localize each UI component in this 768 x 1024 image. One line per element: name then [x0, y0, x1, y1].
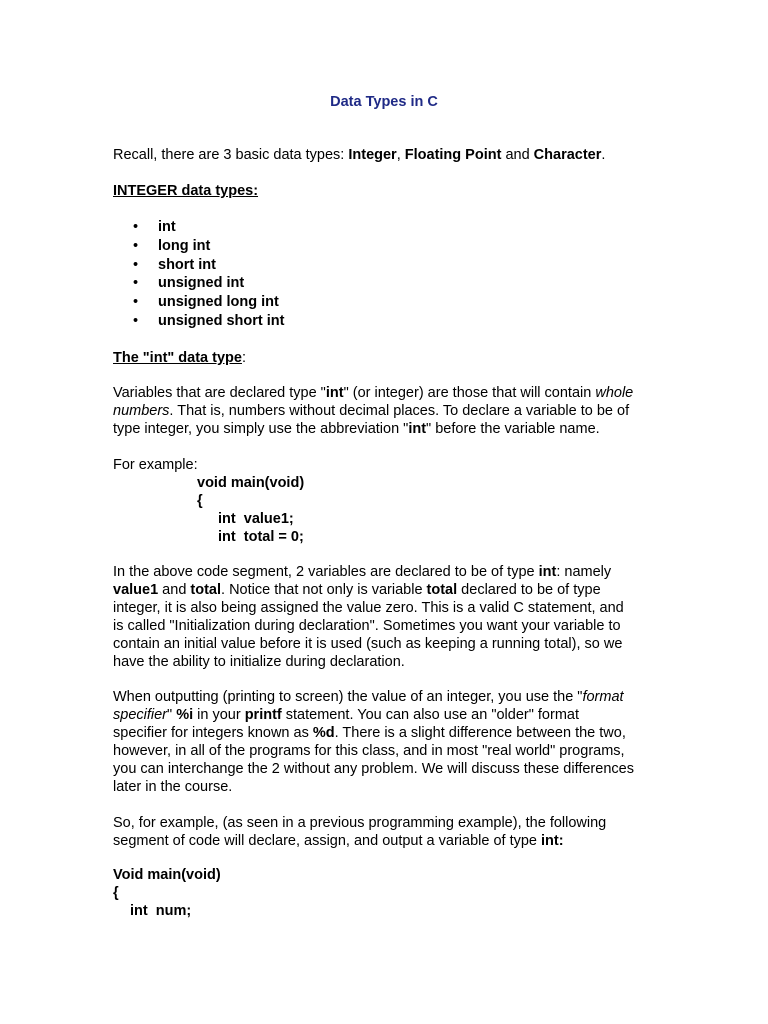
list-item: • unsigned short int — [133, 312, 285, 329]
bullet-icon: • — [133, 312, 139, 329]
list-item: • short int — [133, 256, 216, 273]
code-line: { — [197, 493, 203, 509]
int-description-paragraph: Variables that are declared type "int" (or integer) are those that will contain whole numbers. That is, numbers without decimal places. To declare a variable to be of type integer, you simply use the abbreviation "int" before the variable name. — [113, 385, 634, 437]
integer-heading: INTEGER data types: — [113, 183, 259, 199]
example-intro-paragraph: So, for example, (as seen in a previous programming example), the following segment of code will declare, assign, and output a variable of type int: — [113, 815, 607, 849]
code-line: int num; — [130, 903, 192, 919]
code-line: Void main(void) — [113, 867, 221, 883]
code-line: { — [113, 885, 119, 901]
list-item: • unsigned int — [133, 275, 245, 292]
bullet-icon: • — [133, 237, 139, 254]
list-item: • unsigned long int — [133, 294, 279, 311]
integer-types-list — [133, 218, 284, 331]
recall-paragraph: Recall, there are 3 basic data types: Integer, Floating Point and Character. — [113, 147, 606, 163]
code-line: int value1; — [218, 511, 294, 527]
bullet-icon: • — [133, 294, 139, 311]
bullet-icon: • — [133, 256, 139, 273]
format-specifier-paragraph: When outputting (printing to screen) the value of an integer, you use the "format specifier" %i in your printf statement. You can also use an "older" format specifier for integers known as %d. There is a slight difference between the two, however, in all of the programs for this class, and in most "real world" programs, you can interchange the 2 without any problem. We will discuss these differences later in the course. — [113, 689, 634, 795]
list-item: • long int — [133, 237, 211, 254]
bullet-icon: • — [133, 219, 139, 235]
int-heading: The "int" data type: — [113, 350, 246, 366]
code-line: void main(void) — [197, 475, 305, 491]
code-line: int total = 0; — [218, 529, 304, 545]
code-explanation-paragraph: In the above code segment, 2 variables are declared to be of type int: namely value1 and total. Notice that not only is variable total declared to be of type integer, it is also being assigned the value zero. This is a valid C statement, and is called "Initialization during declaration". Sometimes you want your variable to contain an initial value before it is used (such as keeping a running total), so we have the ability to initialize during declaration. — [113, 564, 624, 670]
list-item: • int — [133, 219, 176, 235]
for-example-label: For example: — [113, 457, 198, 473]
bullet-icon: • — [133, 275, 139, 292]
page-title: Data Types in C — [330, 94, 438, 110]
